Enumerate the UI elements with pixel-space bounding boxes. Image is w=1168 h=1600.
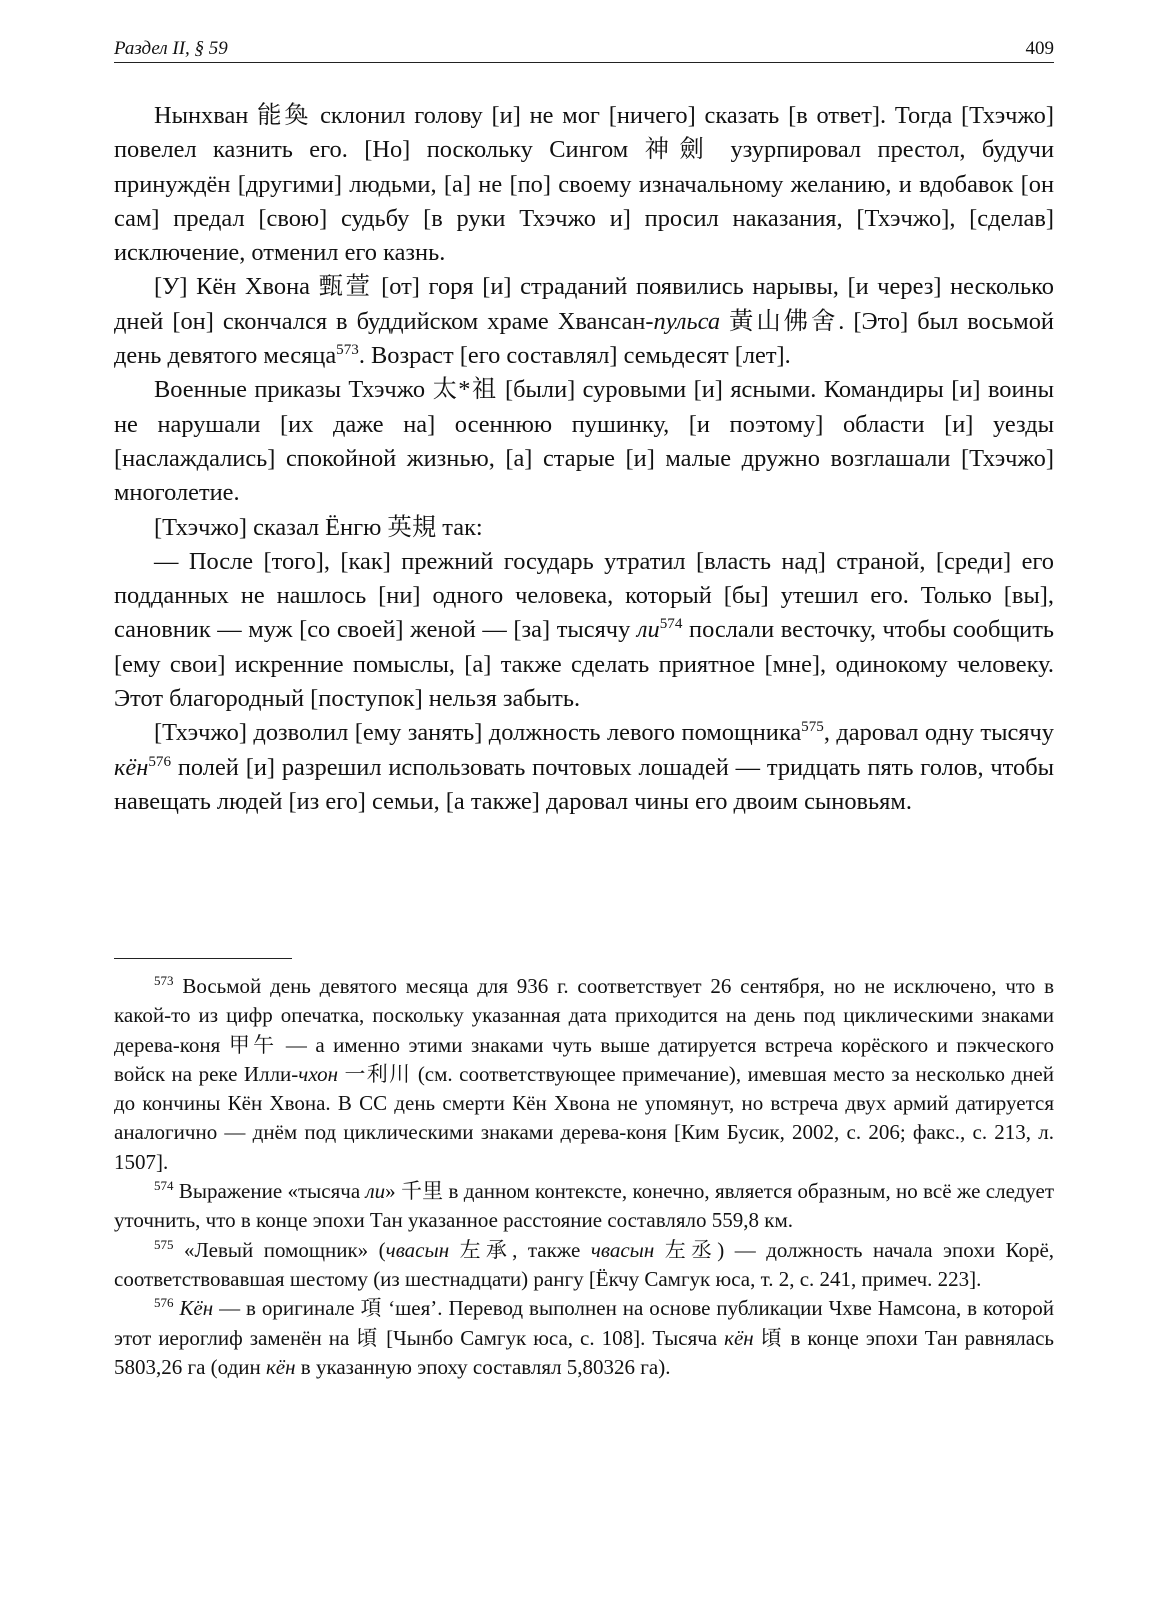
footnote-number: 575: [154, 1236, 174, 1252]
footnote: [114, 1236, 1054, 1295]
text-run: Военные приказы Тхэчжо 太*祖 [были] суровыми [и] ясными. Командиры [и] воины не нарушали [их даже на] осеннюю пушинку, [и поэтому] области [и] уезды [наслаждались] спокойной жизнью, [а] старые [и] малые дружно возглашали [Тхэчжо] многолетие.: [114, 376, 1054, 507]
text-run: 左承, также: [449, 1237, 591, 1262]
text-run: — После [того], [как] прежний государь утратил [власть над] страной, [среди] его подданных не нашлось [ни] одного человека, который [бы] утешил его. Только [вы], сановник — муж [со своей] женой — [за] тысячу: [114, 547, 1054, 644]
text-run: 黃山佛舍. [Это] был восьмой день девятого месяца: [114, 307, 1054, 370]
paragraph: [114, 99, 1054, 270]
italic-term: кён: [265, 1354, 296, 1379]
text-run: полей [и] разрешил использовать почтовых лошадей — тридцать пять голов, чтобы навещать людей [из его] семьи, [а также] даровал чины его двоим сыновьям.: [114, 753, 1054, 815]
footnote-number: 574: [154, 1178, 174, 1194]
footnote-reference[interactable]: 574: [659, 616, 683, 633]
text-run: в указанную эпоху составлял 5,80326 га).: [295, 1354, 671, 1379]
text-run: . Возраст [его составлял] семьдесят [лет].: [358, 342, 791, 370]
running-header: [114, 30, 1054, 63]
italic-term: ли: [636, 616, 660, 644]
text-run: послали весточку, чтобы сообщить [ему свои] искренние помыслы, [а] также сделать приятное [мне], одинокому человеку. Этот благородный [поступок] нельзя забыть.: [114, 616, 1054, 713]
italic-term: кён: [114, 753, 149, 781]
text-run: Восьмой день девятого месяца для 936 г. соответствует 26 сентября, но не исключено, что в какой-то из цифр опечатка, поскольку указанная дата приходится на день под циклическими знаками дерева-коня 甲午 — а именно этими знаками чуть выше датируется встреча корёского и пэкческого войск на реке Илли-: [114, 974, 1055, 1086]
page-number: 409: [1025, 38, 1054, 59]
text-run: 一利川 (см. соответствующее примечание), имевшая место за несколько дней до кончины Кён Хвона. В СС день смерти Кён Хвона не упомянут, но встреча двух армий датируется аналогично — днём под циклическими знаками дерева-коня [Ким Бусик, 2002, с. 206; факс., с. 213, л. 1507].: [114, 1061, 1054, 1174]
paragraph: [114, 545, 1054, 716]
text-run: Нынхван 能奐 склонил голову [и] не мог [ничего] сказать [в ответ]. Тогда [Тхэчжо] повелел казнить его. [Но] поскольку Сингом 神劍 узурпировал престол, будучи принуждён [другими] людьми, [а] не [по] своему изначальному желанию, и вдобавок [он сам] предал [свою] судьбу [в руки Тхэчжо и] просил наказания, [Тхэчжо], [сделав] исключение, отменил его казнь.: [114, 102, 1054, 267]
footnote: [114, 1177, 1054, 1236]
text-run: 左丞) — должность начала эпохи Корё, соответствовавшая шестому (из шестнадцати) рангу [Ёкчу Самгук юса, т. 2, с. 241, примеч. 223].: [114, 1237, 1055, 1291]
paragraph: [114, 716, 1054, 819]
italic-term: пульса: [653, 307, 721, 335]
italic-term: чхон: [298, 1061, 339, 1086]
italic-term: чвасын: [385, 1237, 450, 1262]
text-run: » 千里 в данном контексте, конечно, является образным, но всё же следует уточнить, что в конце эпохи Тан указанное расстояние составляло 559,8 км.: [114, 1179, 1055, 1233]
text-run: Выражение «тысяча: [178, 1179, 366, 1204]
footnote-reference[interactable]: 573: [336, 341, 359, 358]
italic-term: кён: [724, 1325, 754, 1350]
footnote: [114, 972, 1054, 1177]
text-run: [У] Кён Хвона 甄萱 [от] горя [и] страданий появились нарывы, [и через] несколько дней [он] скончался в буддийском храме Хвансан-: [114, 273, 1054, 335]
text-run: , даровал одну тысячу: [823, 719, 1054, 747]
italic-term: ли: [365, 1179, 386, 1204]
paragraph: [114, 373, 1054, 510]
text-run: [Тхэчжо] сказал Ёнгю 英規 так:: [154, 513, 483, 541]
text-run: 頃 в конце эпохи Тан равнялась 5803,26 га (один: [114, 1325, 1054, 1379]
italic-term: чвасын: [590, 1237, 655, 1262]
main-text: [114, 99, 1054, 819]
italic-term: Кён: [179, 1296, 214, 1321]
text-run: [Тхэчжо] дозволил [ему занять] должность левого помощника: [154, 719, 802, 747]
footnote-separator: [114, 958, 292, 959]
paragraph: [114, 511, 1054, 545]
footnote-number: 573: [154, 973, 174, 988]
footnote-reference[interactable]: 575: [801, 719, 824, 736]
footnote-number: 576: [154, 1295, 174, 1311]
footnote-reference[interactable]: 576: [148, 753, 172, 770]
text-run: «Левый помощник» (: [184, 1237, 386, 1262]
section-title: Раздел II, § 59: [114, 38, 228, 59]
text-run: — в оригинале 項 ‘шея’. Перевод выполнен на основе публикации Чхве Намсона, в которой этот иероглиф заменён на 頃 [Чынбо Самгук юса, с. 108]. Тысяча: [114, 1296, 1054, 1350]
footnote: [114, 1294, 1054, 1382]
footnotes: [114, 972, 1054, 1382]
paragraph: [114, 270, 1054, 373]
